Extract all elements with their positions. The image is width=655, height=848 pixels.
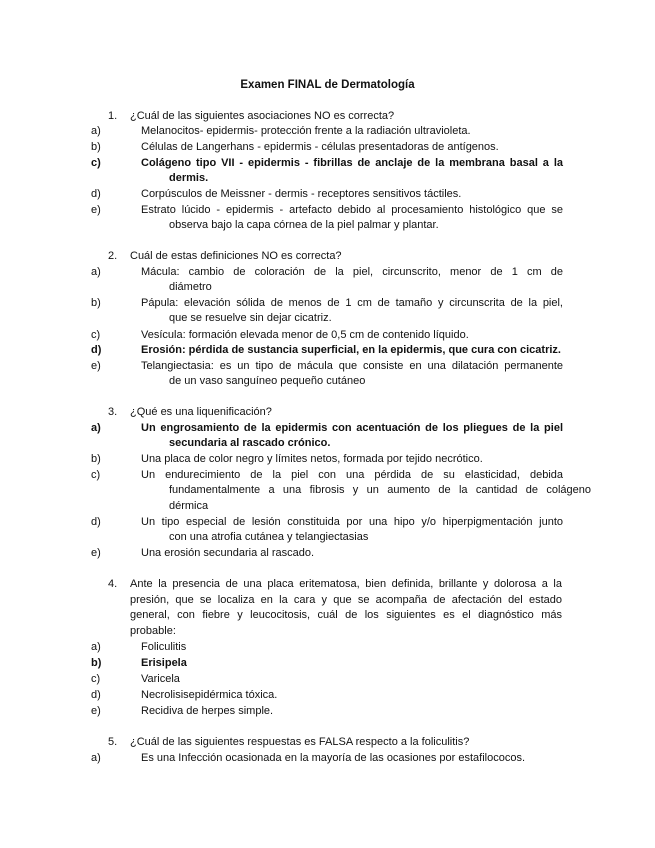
q3-option-a-line1: Un engrosamiento de la epidermis con acentuación de los pliegues de la piel	[141, 422, 563, 434]
question-5-number: 5.	[108, 736, 118, 748]
q3-option-e: Una erosión secundaria al rascado.	[141, 547, 315, 559]
q1-option-c-line2: dermis.	[169, 172, 209, 184]
q1-option-c-letter: c)	[91, 157, 101, 169]
q4-option-b: Erisipela	[141, 657, 187, 669]
q4-option-d-letter: d)	[91, 689, 101, 701]
question-5-text: ¿Cuál de las siguientes respuestas es FALSA respecto a la foliculitis?	[130, 736, 470, 748]
q3-option-c-line2: fundamentalmente a una fibrosis y un aumento de la cantidad de colágeno	[169, 484, 591, 496]
q4-option-d: Necrolisisepidérmica tóxica.	[141, 689, 278, 701]
q2-option-e-line1: Telangiectasia: es un tipo de mácula que consiste en una dilatación permanente	[141, 360, 563, 372]
q4-option-b-letter: b)	[91, 657, 102, 669]
q3-option-c-line3: dérmica	[169, 500, 209, 512]
question-4-text-line3: general, con fiebre y leucocitosis, cuál de los siguientes es el diagnóstico más	[130, 609, 562, 621]
question-1-number: 1.	[108, 110, 118, 122]
q5-option-a-letter: a)	[91, 752, 101, 764]
question-4-number: 4.	[108, 578, 118, 590]
q4-option-c-letter: c)	[91, 673, 101, 685]
q3-option-e-letter: e)	[91, 547, 101, 559]
q2-option-a-line2: diámetro	[169, 281, 212, 293]
question-3-number: 3.	[108, 406, 118, 418]
q3-option-d-letter: d)	[91, 516, 101, 528]
q4-option-a: Foliculitis	[141, 641, 187, 653]
q5-option-a: Es una Infección ocasionada en la mayoría de las ocasiones por estafilococos.	[141, 752, 526, 764]
q1-option-a-letter: a)	[91, 125, 101, 137]
q3-option-d-line2: con una atrofia cutánea y telangiectasias	[169, 531, 369, 543]
q1-option-d-letter: d)	[91, 188, 101, 200]
question-1-text: ¿Cuál de las siguientes asociaciones NO es correcta?	[130, 110, 395, 122]
exam-title: Examen FINAL de Dermatología	[240, 79, 415, 91]
question-3-text: ¿Qué es una liquenificación?	[130, 406, 272, 418]
question-4-text-line4: probable:	[130, 625, 176, 637]
question-2-text: Cuál de estas definiciones NO es correcta?	[130, 250, 342, 262]
q1-option-e-line2: observa bajo la capa córnea de la piel palmar y plantar.	[169, 219, 439, 231]
q2-option-d: Erosión: pérdida de sustancia superficial, en la epidermis, que cura con cicatriz.	[141, 344, 561, 356]
q2-option-c: Vesícula: formación elevada menor de 0,5 cm de contenido líquido.	[141, 329, 469, 341]
question-4-text-line1: Ante la presencia de una placa eritematosa, bien definida, brillante y dolorosa a la	[130, 578, 562, 590]
q2-option-a-line1: Mácula: cambio de coloración de la piel, circunscrito, menor de 1 cm de	[141, 266, 563, 278]
q2-option-a-letter: a)	[91, 266, 101, 278]
q1-option-e-line1: Estrato lúcido - epidermis - artefacto debido al procesamiento histológico que se	[141, 204, 563, 216]
q2-option-e-letter: e)	[91, 360, 101, 372]
q2-option-c-letter: c)	[91, 329, 101, 341]
q2-option-e-line2: de un vaso sanguíneo pequeño cutáneo	[169, 375, 366, 387]
q1-option-b-letter: b)	[91, 141, 101, 153]
q3-option-b-letter: b)	[91, 453, 101, 465]
q1-option-c-line1: Colágeno tipo VII - epidermis - fibrillas de anclaje de la membrana basal a la	[141, 157, 563, 169]
q1-option-a: Melanocitos- epidermis- protección frente a la radiación ultravioleta.	[141, 125, 471, 137]
question-4-text-line2: presión, que se localiza en la cara y que se acompaña de afectación del estado	[130, 594, 562, 606]
q4-option-c: Varicela	[141, 673, 180, 685]
q1-option-d: Corpúsculos de Meissner - dermis - receptores sensitivos táctiles.	[141, 188, 462, 200]
q4-option-a-letter: a)	[91, 641, 101, 653]
q3-option-b: Una placa de color negro y límites netos, formada por tejido necrótico.	[141, 453, 483, 465]
q1-option-e-letter: e)	[91, 204, 101, 216]
q3-option-a-line2: secundaria al rascado crónico.	[169, 437, 331, 449]
q2-option-b-letter: b)	[91, 297, 101, 309]
question-2-number: 2.	[108, 250, 118, 262]
q4-option-e: Recidiva de herpes simple.	[141, 705, 274, 717]
q2-option-b-line1: Pápula: elevación sólida de menos de 1 cm de tamaño y circunscrita de la piel,	[141, 297, 563, 309]
q3-option-c-letter: c)	[91, 469, 101, 481]
q1-option-b: Células de Langerhans - epidermis - células presentadoras de antígenos.	[141, 141, 499, 153]
q3-option-a-letter: a)	[91, 422, 101, 434]
q4-option-e-letter: e)	[91, 705, 101, 717]
q3-option-d-line1: Un tipo especial de lesión constituida por una hipo y/o hiperpigmentación junto	[141, 516, 563, 528]
q2-option-b-line2: que se resuelve sin dejar cicatriz.	[169, 312, 332, 324]
q2-option-d-letter: d)	[91, 344, 102, 356]
q3-option-c-line1: Un endurecimiento de la piel con una pérdida de su elasticidad, debida	[141, 469, 563, 481]
